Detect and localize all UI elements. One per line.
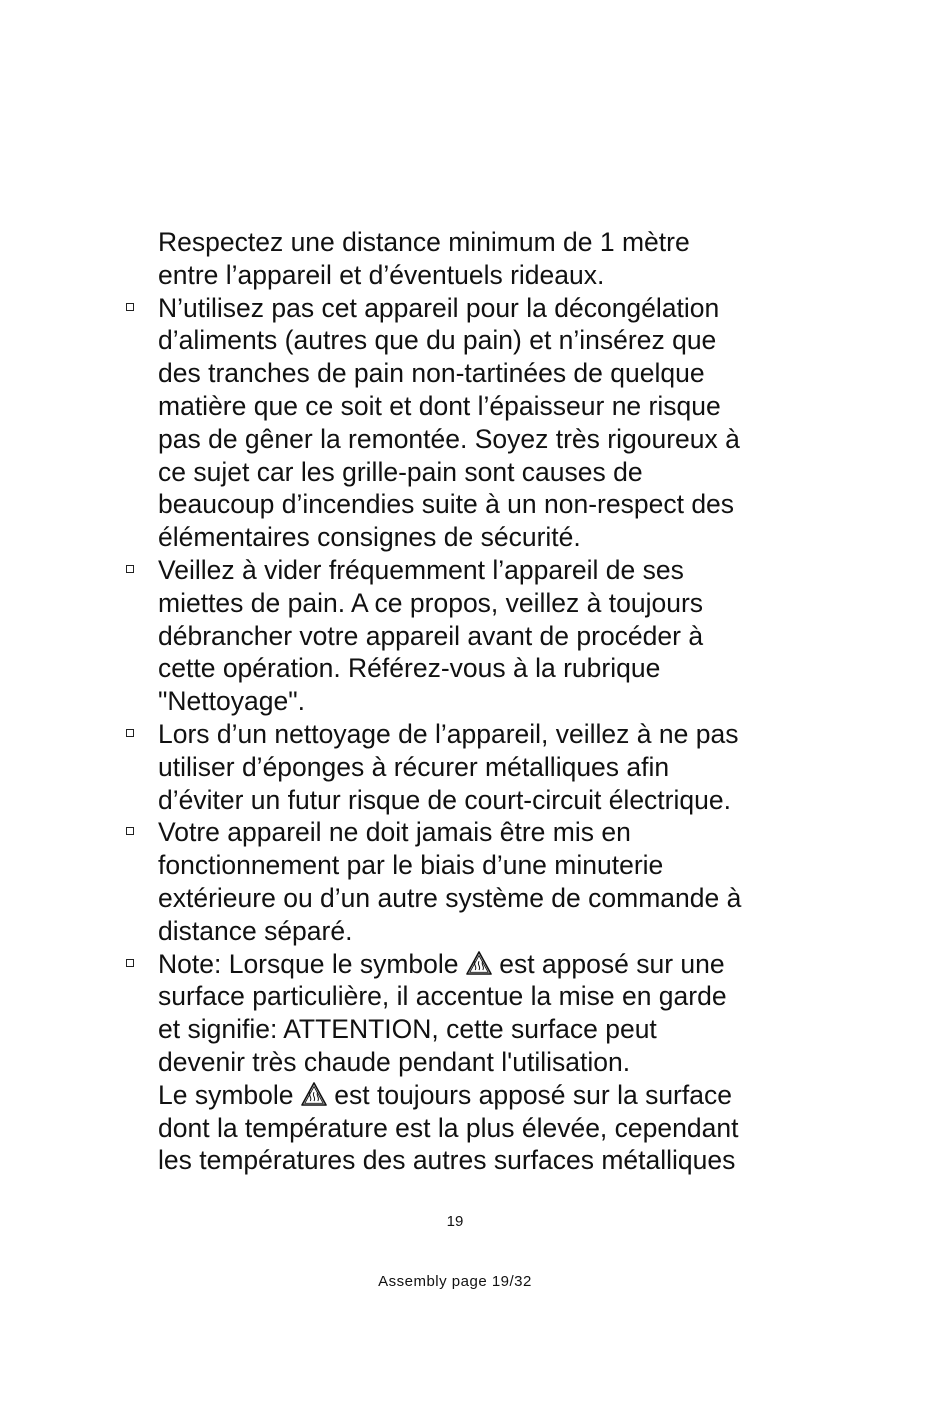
text-line: élémentaires consignes de sécurité. [158,522,581,553]
checkbox-bullet-icon [126,827,134,835]
text-line: ce sujet car les grille-pain sont causes de [158,456,643,487]
document-body [158,226,798,1177]
text-line [158,1079,798,1112]
text-line [158,948,798,981]
page-number: 19 [446,1213,464,1230]
checkbox-bullet-icon [126,303,134,311]
note-text-start: Le symbole [158,1079,301,1110]
text-line: d’éviter un futur risque de court-circuit électrique. [158,784,731,815]
assembly-footer: Assembly page 19/32 [378,1273,532,1290]
text-line: extérieure ou d’un autre système de commande à [158,882,742,913]
list-item-note [158,948,798,1178]
text-line: des tranches de pain non-tartinées de quelque [158,358,705,389]
note-text-start: Note: Lorsque le symbole [158,948,466,979]
text-line: miettes de pain. A ce propos, veillez à toujours [158,587,704,618]
text-line: pas de gêner la remontée. Soyez très rigoureux à [158,423,740,454]
text-line: Votre appareil ne doit jamais être mis en [158,817,631,848]
text-line: Respectez une distance minimum de 1 mètre [158,227,690,257]
list-item-crumbs [158,554,798,718]
note-text-end: est toujours apposé sur la surface [326,1079,732,1110]
text-line: "Nettoyage". [158,686,305,717]
text-line: surface particulière, il accentue la mise en garde [158,981,727,1012]
text-line: beaucoup d’incendies suite à un non-respect des [158,489,735,520]
list-item-cleaning [158,718,798,816]
hot-surface-warning-icon [301,1082,327,1106]
text-line: N’utilisez pas cet appareil pour la décongélation [158,292,720,323]
text-line: d’aliments (autres que du pain) et n’insérez que [158,325,717,356]
hot-surface-warning-icon [466,951,492,975]
text-line: débrancher votre appareil avant de procéder à [158,620,704,651]
text-line: fonctionnement par le biais d’une minuterie [158,850,664,881]
checkbox-bullet-icon [126,565,134,573]
text-line: dont la température est la plus élevée, cependant [158,1112,739,1143]
text-line: matière que ce soit et dont l’épaisseur ne risque [158,390,721,421]
text-line: les températures des autres surfaces métalliques [158,1145,736,1176]
text-line: utiliser d’éponges à récurer métalliques afin [158,751,670,782]
text-line: cette opération. Référez-vous à la rubrique [158,653,661,684]
list-item-timer [158,816,798,947]
text-line: devenir très chaude pendant l'utilisation. [158,1046,631,1077]
list-item-defrost [158,292,798,554]
checkbox-bullet-icon [126,959,134,967]
paragraph-distance [158,226,798,292]
text-line: Lors d’un nettoyage de l’appareil, veillez à ne pas [158,718,739,749]
text-line: entre l’appareil et d’éventuels rideaux. [158,259,605,290]
checkbox-bullet-icon [126,729,134,737]
note-text-end: est apposé sur une [491,948,725,979]
text-line: Veillez à vider fréquemment l’appareil de ses [158,554,684,585]
text-line: distance séparé. [158,915,353,946]
text-line: et signifie: ATTENTION, cette surface peut [158,1014,657,1045]
